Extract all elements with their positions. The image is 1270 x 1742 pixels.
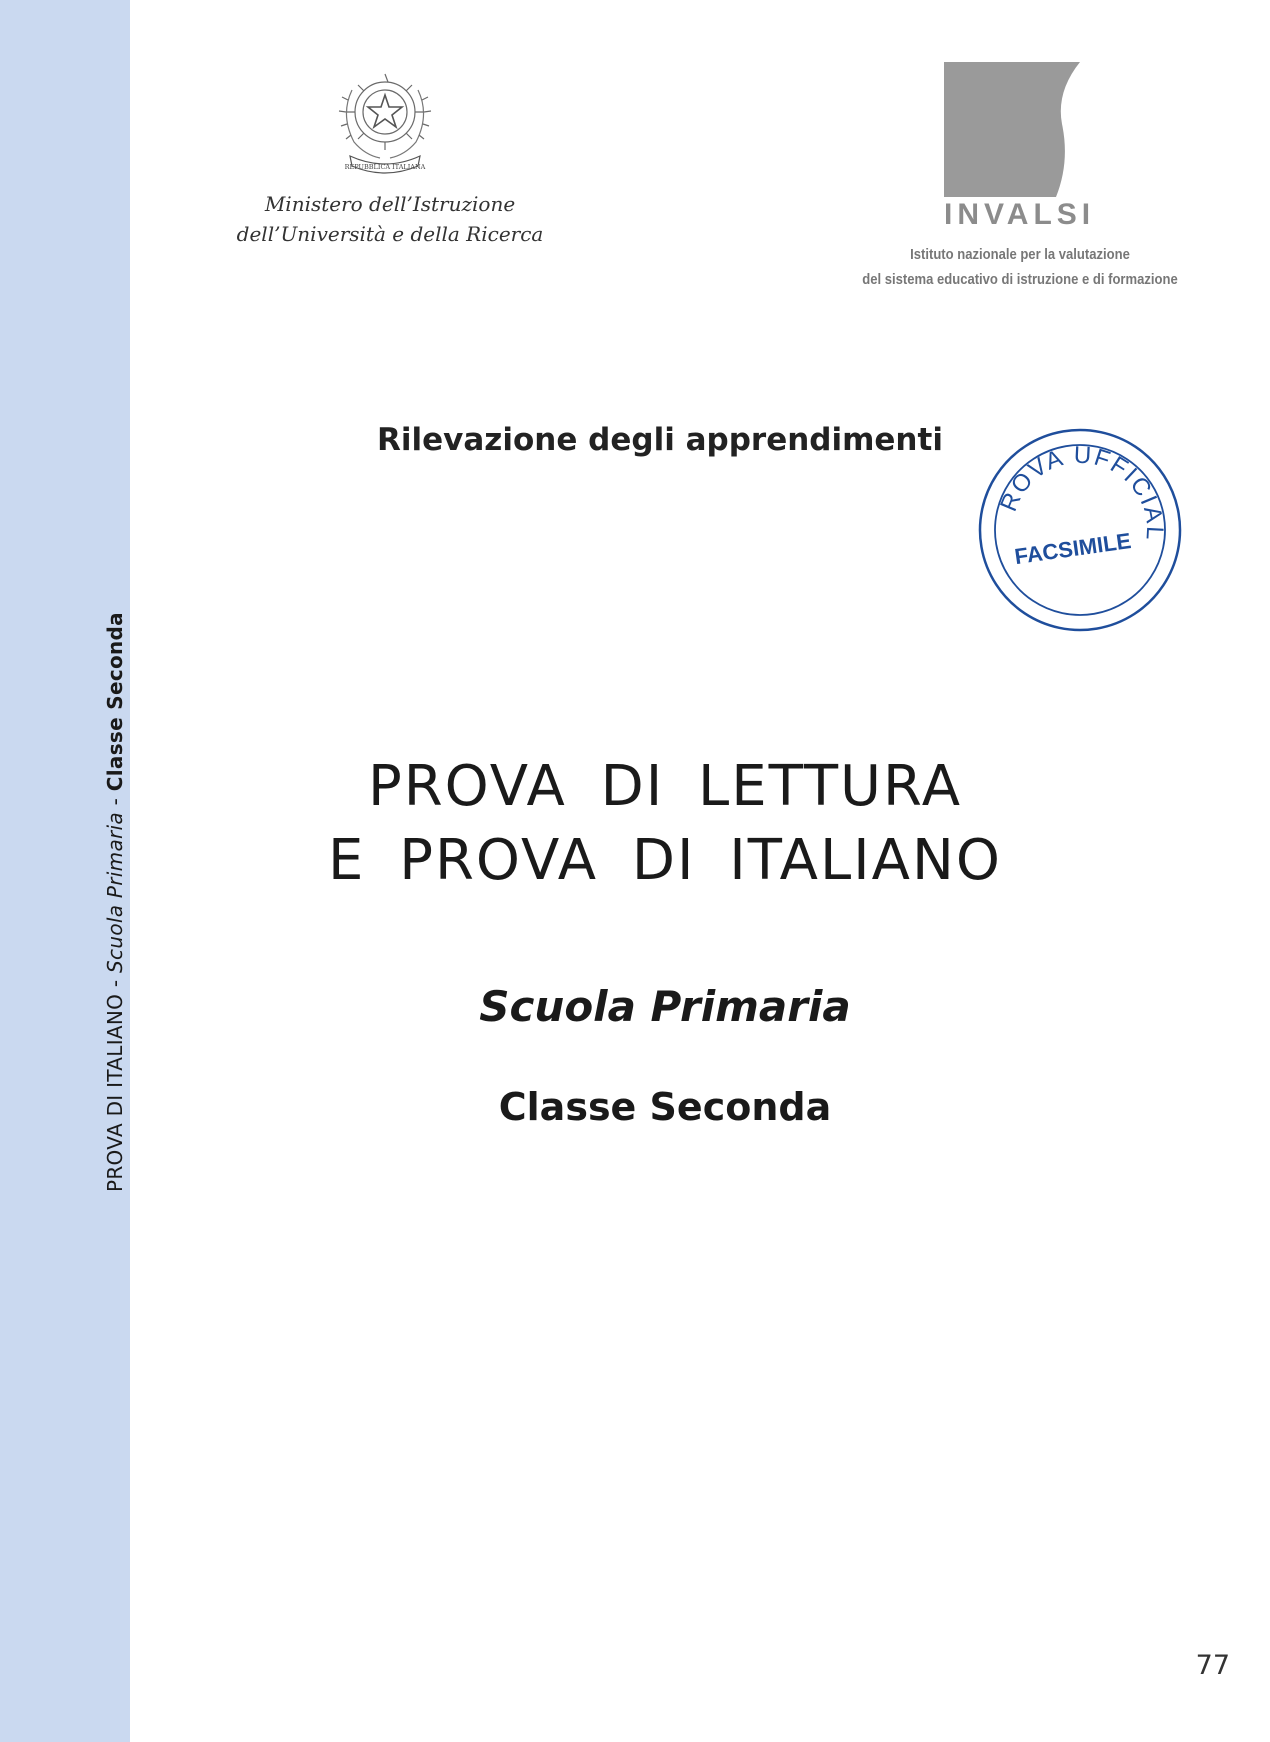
ministry-name: [200, 189, 580, 249]
ministry-line-2: dell’Università e della Ricerca: [236, 222, 544, 246]
ministry-line-1: Ministero dell’Istruzione: [264, 192, 516, 216]
invalsi-line-2: del sistema educativo di istruzione e di formazione: [862, 272, 1178, 288]
invalsi-logo-name: INVALSI: [944, 198, 1096, 231]
sidebar-subject: PROVA DI ITALIANO -: [103, 972, 127, 1192]
grade-level: Classe Seconda: [498, 1085, 832, 1129]
sidebar-separator: -: [103, 791, 127, 813]
school-level: Scuola Primaria: [479, 982, 851, 1031]
main-title: [200, 750, 1130, 898]
survey-title: Rilevazione degli apprendimenti: [377, 422, 943, 458]
italian-emblem-icon: [330, 60, 440, 180]
main-title-line-2: E PROVA DI ITALIANO: [328, 828, 1002, 893]
facsimile-stamp: [975, 425, 1185, 635]
stamp-center-text: FACSIMILE: [1012, 528, 1133, 570]
sidebar-running-title: [103, 612, 127, 1192]
invalsi-flag-icon: [944, 62, 1084, 197]
stamp-arc-text: PROVA UFFICIALE: [995, 441, 1169, 543]
invalsi-line-1: Istituto nazionale per la valutazione: [910, 247, 1130, 263]
invalsi-description: [858, 243, 1182, 293]
sidebar-school: Scuola Primaria: [103, 812, 127, 973]
page-number: 77: [1195, 1650, 1230, 1681]
emblem-ribbon-text: REPUBBLICA ITALIANA: [344, 163, 426, 171]
sidebar-grade: Classe Seconda: [103, 612, 127, 792]
main-title-line-1: PROVA DI LETTURA: [368, 754, 962, 819]
